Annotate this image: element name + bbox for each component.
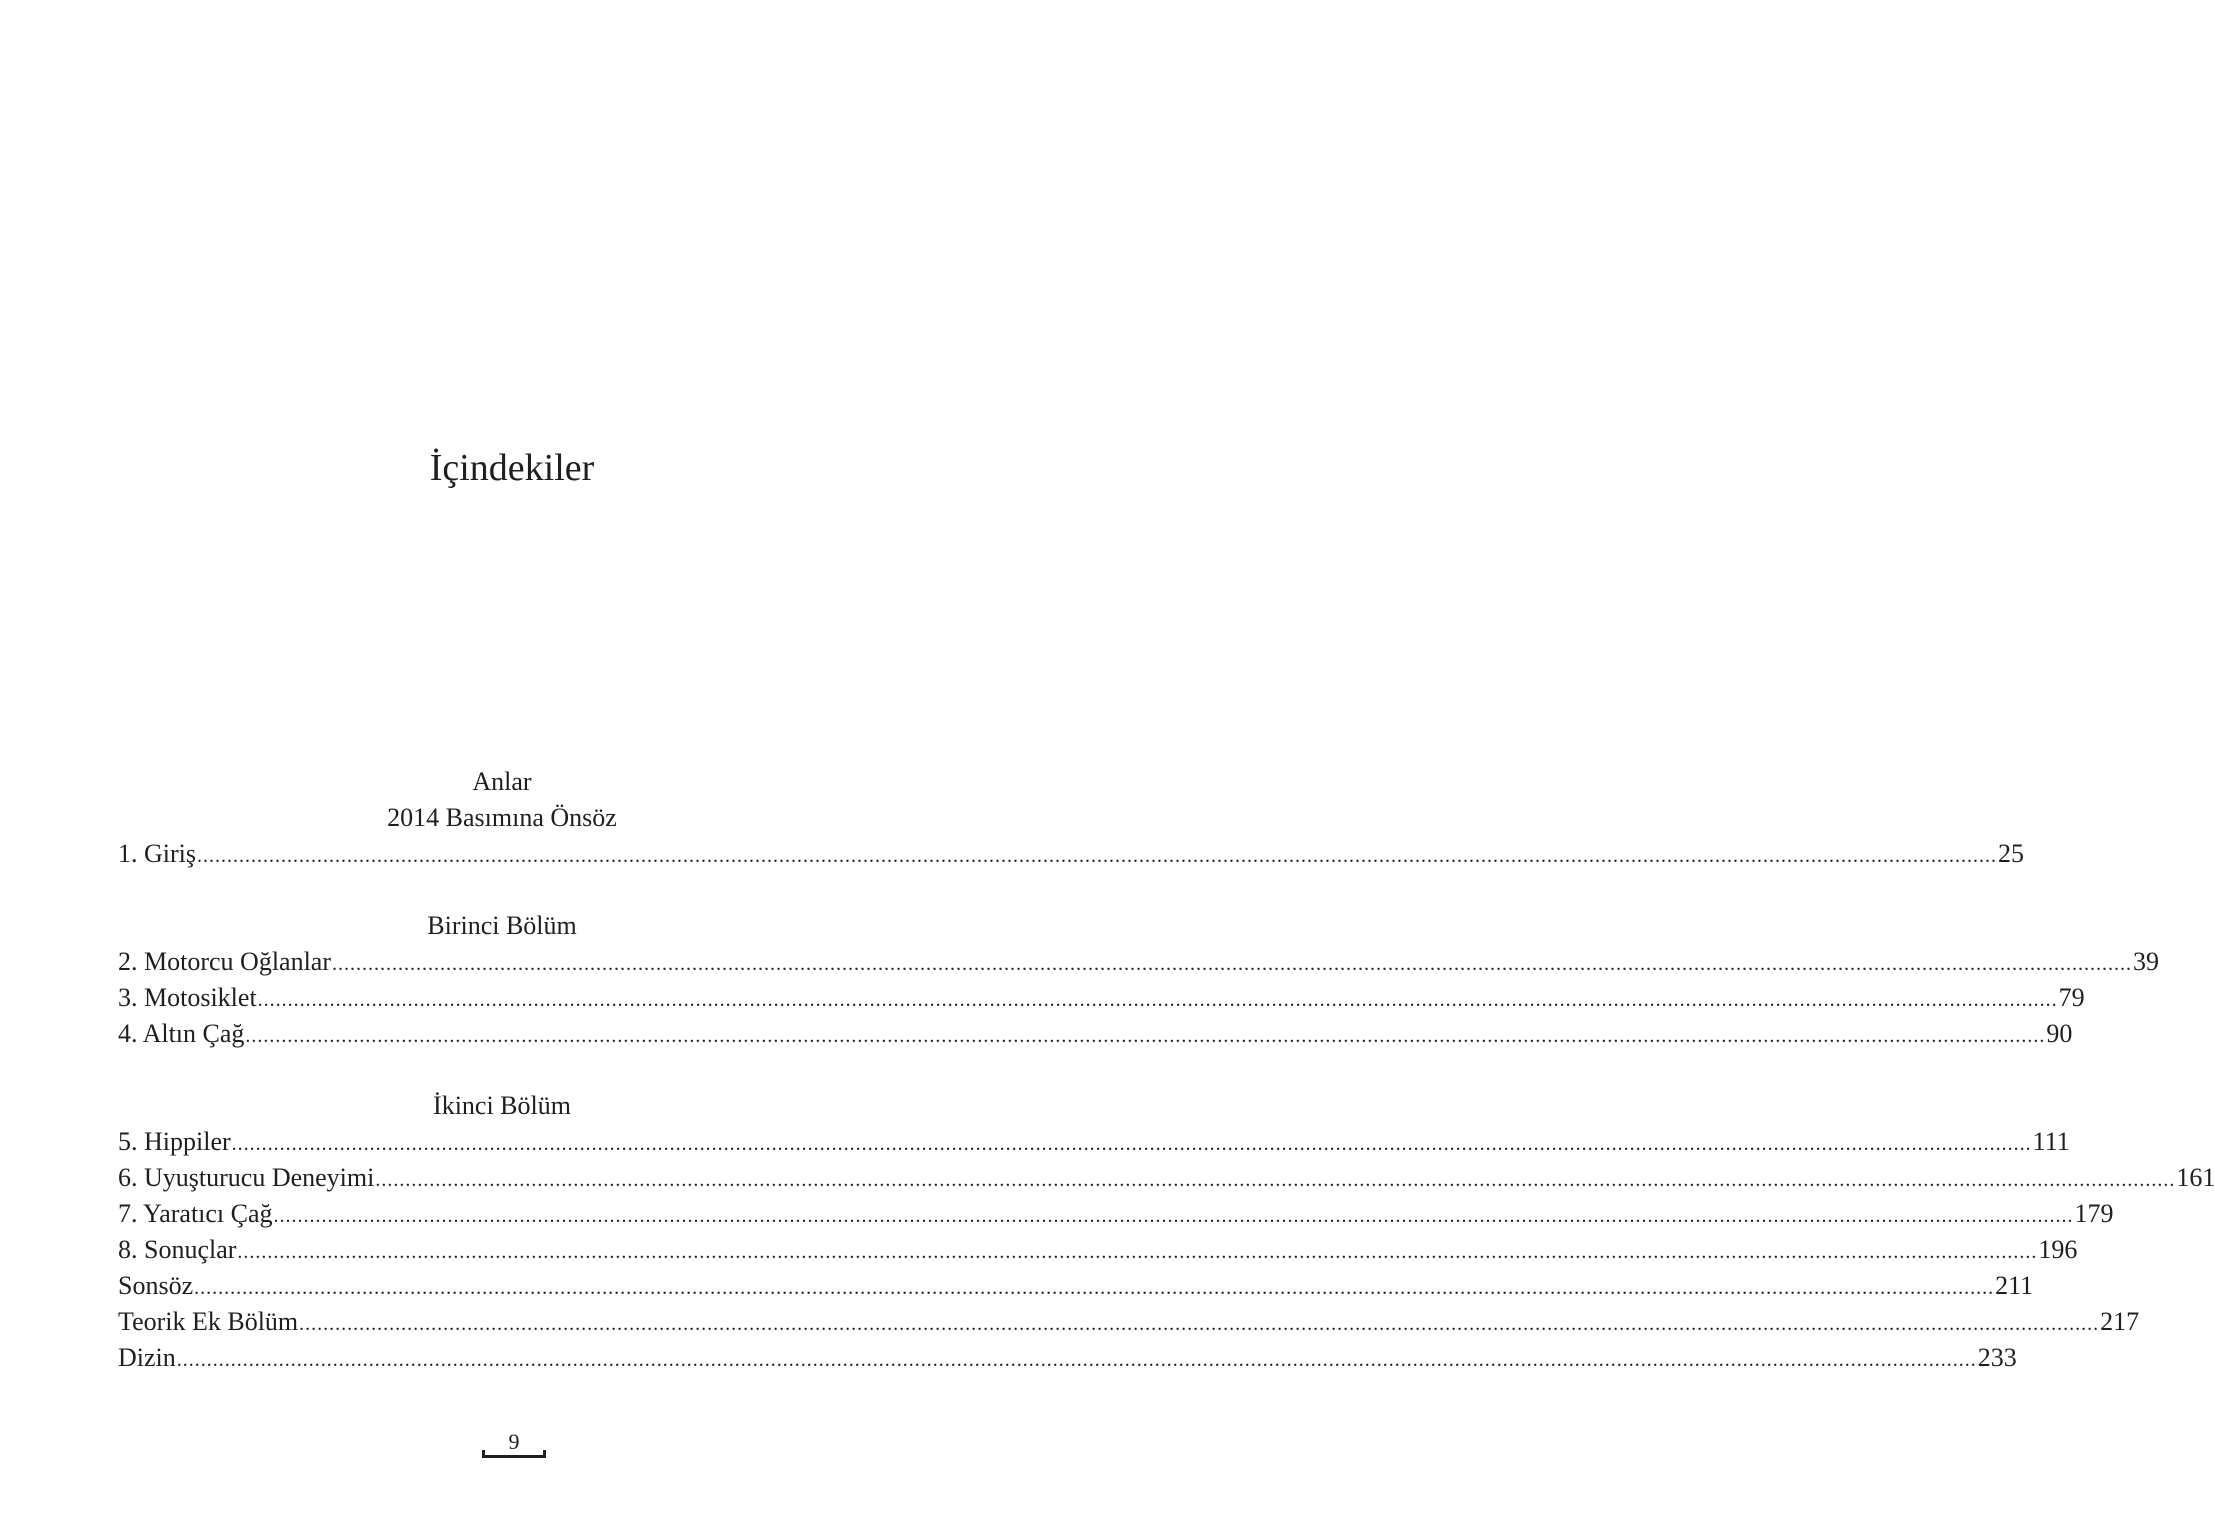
dot-leader: ............................................................................................................................................................................................................................................................................................................ <box>245 1025 2046 1047</box>
toc-entry[interactable] <box>118 944 2160 980</box>
section-heading-anlar: Anlar <box>472 767 532 796</box>
toc-entry-page: 25 <box>1998 839 2024 868</box>
toc-entry-label: Sonsöz <box>118 1271 194 1300</box>
dot-leader: ............................................................................................................................................................................................................................................................................................................ <box>273 1205 2074 1227</box>
toc-entry-page: 196 <box>2038 1235 2078 1264</box>
dot-leader: ............................................................................................................................................................................................................................................................................................................ <box>197 845 1997 867</box>
toc-entry-page: 211 <box>1995 1271 2034 1300</box>
dot-leader: ............................................................................................................................................................................................................................................................................................................ <box>176 1349 1977 1371</box>
page-number: 9 <box>508 1429 520 1454</box>
toc-entry-label: 8. Sonuçlar <box>118 1235 237 1264</box>
dot-leader: ............................................................................................................................................................................................................................................................................................................ <box>194 1277 1995 1299</box>
toc-entry-label: 2. Motorcu Oğlanlar <box>118 947 332 976</box>
toc-entry[interactable] <box>118 1160 2215 1196</box>
table-of-contents <box>118 764 2215 1376</box>
toc-entry[interactable] <box>118 1232 2078 1268</box>
toc-entry[interactable] <box>118 836 2024 872</box>
toc-entry[interactable] <box>118 1304 2140 1340</box>
page-number-footer <box>482 1428 546 1458</box>
toc-entry[interactable] <box>118 1268 2034 1304</box>
toc-entry-page: 179 <box>2074 1199 2114 1228</box>
dot-leader: ............................................................................................................................................................................................................................................................................................................ <box>299 1313 2100 1335</box>
dot-leader: ............................................................................................................................................................................................................................................................................................................ <box>375 1169 2176 1191</box>
dot-leader: ............................................................................................................................................................................................................................................................................................................ <box>332 953 2133 975</box>
toc-entry-label: 6. Uyuşturucu Deneyimi <box>118 1163 375 1192</box>
dot-leader: ............................................................................................................................................................................................................................................................................................................ <box>237 1241 2038 1263</box>
section-heading-onsoz: 2014 Basımına Önsöz <box>387 803 617 832</box>
toc-entry-page: 233 <box>1977 1343 2017 1372</box>
toc-entry-label: 5. Hippiler <box>118 1127 231 1156</box>
dot-leader: ............................................................................................................................................................................................................................................................................................................ <box>231 1133 2032 1155</box>
toc-entry-page: 79 <box>2058 983 2085 1012</box>
toc-entry-label: 3. Motosiklet <box>118 983 257 1012</box>
toc-entry[interactable] <box>118 980 2085 1016</box>
footer-bracket-right <box>543 1450 546 1458</box>
page-title: İçindekiler <box>429 447 595 489</box>
toc-entry-label: Teorik Ek Bölüm <box>118 1307 299 1336</box>
dot-leader: ............................................................................................................................................................................................................................................................................................................ <box>257 989 2058 1011</box>
toc-entry-page: 39 <box>2133 947 2160 976</box>
section-heading-ikinci-bolum: İkinci Bölüm <box>433 1091 571 1120</box>
toc-entry-label: 7. Yaratıcı Çağ <box>118 1199 273 1228</box>
toc-entry-page: 161 <box>2176 1163 2215 1192</box>
footer-rule <box>482 1455 546 1458</box>
toc-entry-label: 1. Giriş <box>118 839 196 868</box>
toc-entry-page: 90 <box>2046 1019 2073 1048</box>
toc-entry-label: Dizin <box>118 1343 176 1372</box>
toc-entry-page: 111 <box>2032 1127 2070 1156</box>
toc-entry[interactable] <box>118 1016 2073 1052</box>
section-heading-birinci-bolum: Birinci Bölüm <box>427 911 577 940</box>
toc-entry-page: 217 <box>2100 1307 2140 1336</box>
toc-entry[interactable] <box>118 1196 2114 1232</box>
toc-entry[interactable] <box>118 1340 2017 1376</box>
toc-entry-label: 4. Altın Çağ <box>118 1019 245 1048</box>
toc-entry[interactable] <box>118 1124 2070 1160</box>
